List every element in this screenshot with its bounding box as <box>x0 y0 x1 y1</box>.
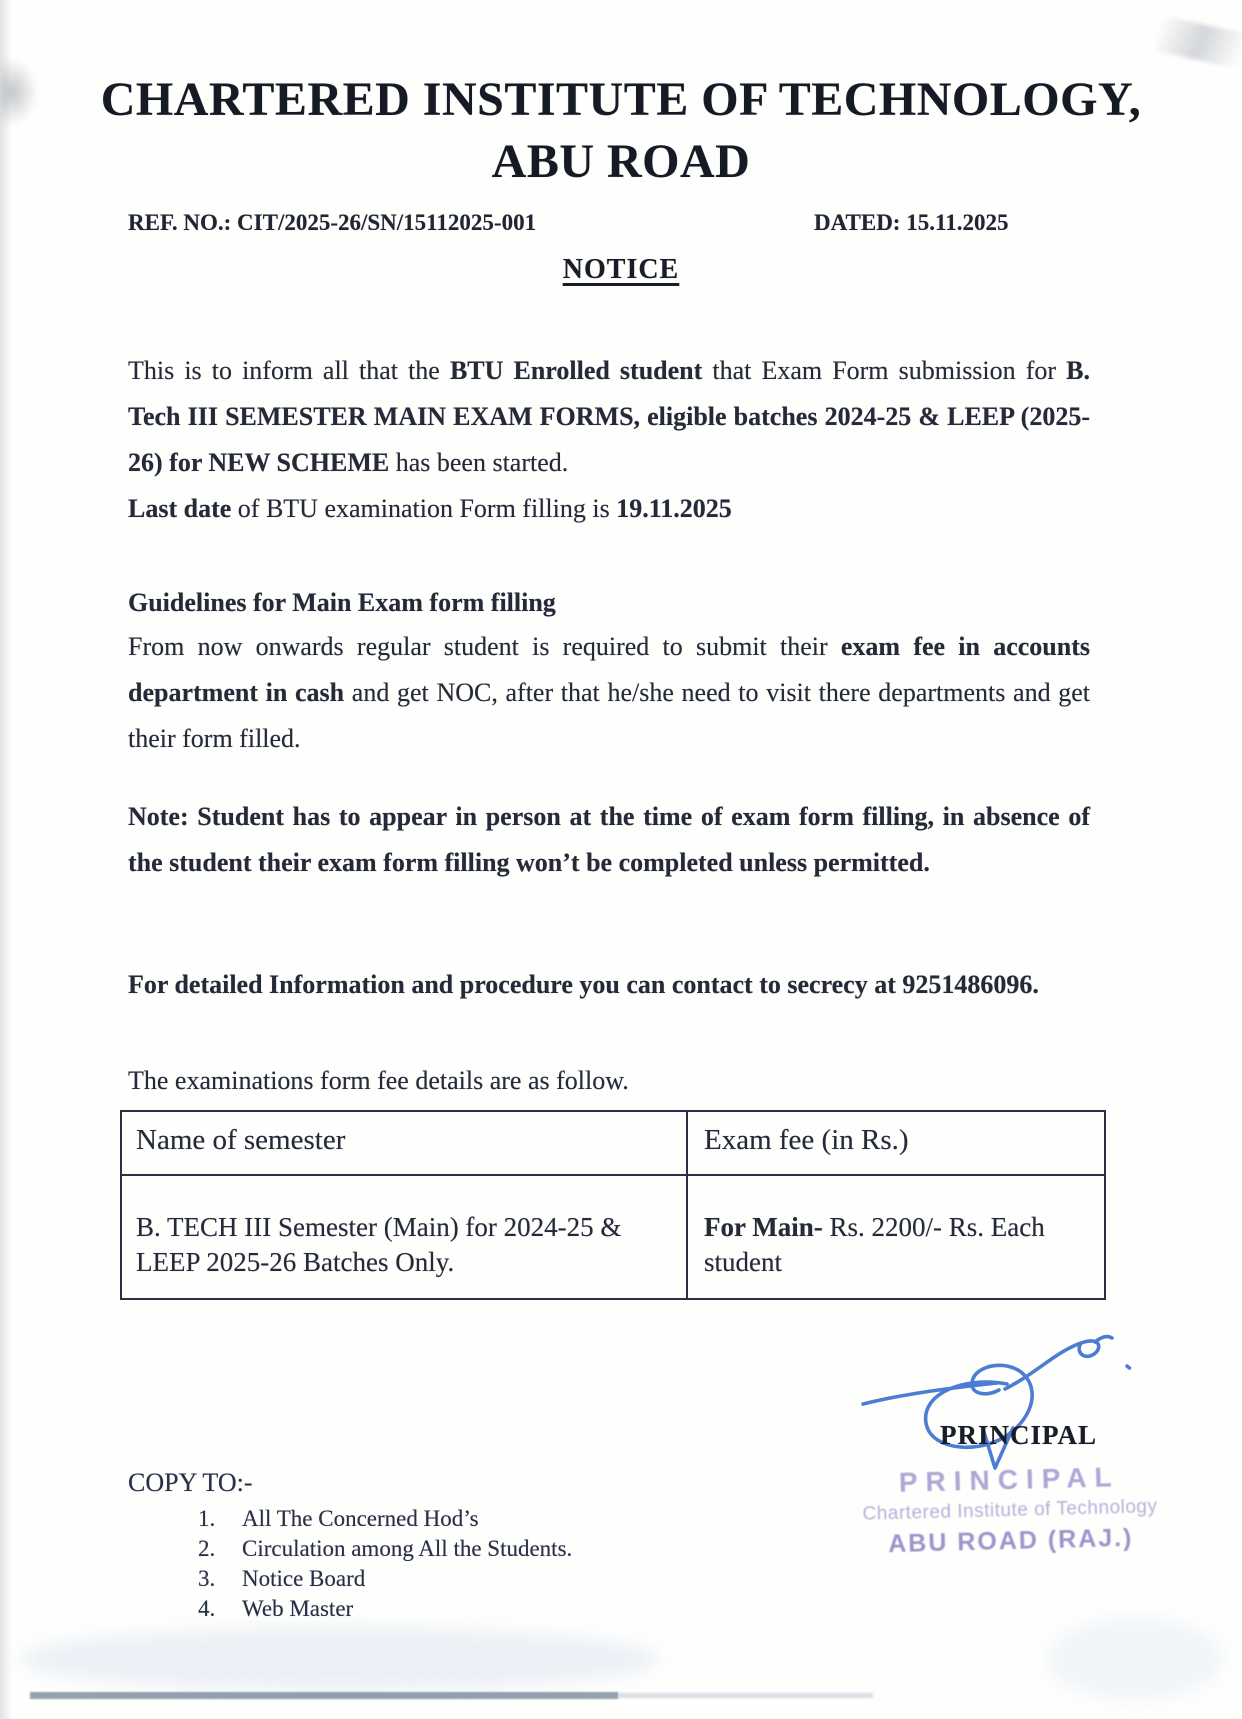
last-date-label: Last date <box>128 494 232 523</box>
copy-to-item-number: 4. <box>198 1596 216 1621</box>
fee-intro-line: The examinations form fee details are as follow. <box>128 1066 629 1095</box>
copy-to-item <box>198 1506 572 1536</box>
contact-paragraph: For detailed Information and procedure you can contact to secrecy at 9251486096. <box>128 970 1039 999</box>
fee-table-header-row <box>122 1112 1104 1176</box>
copy-to-item-label: All The Concerned Hod’s <box>242 1506 479 1531</box>
scan-bar-bottom <box>30 1692 618 1699</box>
guidelines-paragraph <box>128 624 1090 762</box>
copy-to-item-label: Web Master <box>242 1596 354 1621</box>
stamp-line-2: Chartered Institute of Technology <box>862 1496 1158 1525</box>
copy-to-item <box>198 1566 572 1596</box>
intro-seg-bold-2: B. Tech III SEMESTER MAIN EXAM FORMS, eligible batches 2024-25 & LEEP (2025-26) for NEW SCHEME <box>128 356 1090 477</box>
intro-seg-bold-1: BTU Enrolled student <box>449 356 703 385</box>
issue-date: DATED: 15.11.2025 <box>814 210 1009 235</box>
principal-label: PRINCIPAL <box>940 1420 1097 1450</box>
last-date-value: 19.11.2025 <box>616 494 732 523</box>
stamp-line-3: ABU ROAD (RAJ.) <box>887 1523 1134 1559</box>
copy-to-item-label: Notice Board <box>242 1566 366 1591</box>
intro-seg-2: that Exam Form submission for <box>702 356 1067 385</box>
guidelines-seg-2: and get NOC, after that he/she need to visit there departments and get their form filled. <box>128 678 1090 753</box>
institute-name: CHARTERED INSTITUTE OF TECHNOLOGY, <box>100 73 1142 126</box>
scan-haze-bottom-left <box>20 1628 660 1690</box>
copy-to-item-number: 1. <box>198 1506 216 1531</box>
ref-number: REF. NO.: CIT/2025-26/SN/15112025-001 <box>128 210 537 235</box>
note-paragraph: Note: Student has to appear in person at the time of exam form filling, in absence of the student their exam form filling won’t be completed unless permitted. <box>128 802 1090 877</box>
fee-table-header-fee: Exam fee (in Rs.) <box>704 1124 909 1156</box>
guidelines-seg-bold: exam fee in accounts department in cash <box>128 632 1090 707</box>
scan-haze-bottom-right <box>1048 1618 1223 1700</box>
principal-stamp <box>837 1460 1183 1561</box>
fee-table-cell-fee <box>688 1176 1104 1298</box>
intro-seg-3: has been started. <box>389 448 569 477</box>
last-date-text: of BTU examination Form filling is <box>231 494 617 523</box>
copy-to-item <box>198 1596 572 1626</box>
scan-artifact-top-right <box>1155 16 1242 69</box>
fee-table-cell-semester: B. TECH III Semester (Main) for 2024-25 & LEEP 2025-26 Batches Only. <box>122 1176 688 1298</box>
copy-to-item-number: 2. <box>198 1536 216 1561</box>
stamp-line-1: PRINCIPAL <box>898 1461 1120 1498</box>
guidelines-seg-1: From now onwards regular student is required to submit their <box>128 632 841 661</box>
notice-title: NOTICE <box>562 254 680 285</box>
last-date-line <box>128 486 1090 532</box>
copy-to-item <box>198 1536 572 1566</box>
intro-seg-1: This is to inform all that the <box>128 356 450 385</box>
intro-paragraph <box>128 348 1090 486</box>
fee-table <box>120 1110 1106 1300</box>
copy-to-list <box>198 1506 572 1626</box>
fee-table-row <box>122 1176 1104 1298</box>
scan-bar-bottom-faint <box>618 1693 873 1698</box>
copy-to-item-label: Circulation among All the Students. <box>242 1536 573 1561</box>
fee-amount-text: Rs. 2200/- Rs. Each student <box>704 1212 1045 1277</box>
guidelines-heading: Guidelines for Main Exam form filling <box>128 588 556 617</box>
reference-row <box>128 210 1090 236</box>
copy-to-heading: COPY TO:- <box>128 1468 253 1497</box>
copy-to-item-number: 3. <box>198 1566 216 1591</box>
fee-table-header-semester: Name of semester <box>122 1112 688 1174</box>
institute-location: ABU ROAD <box>491 135 751 188</box>
fee-main-label: For Main- <box>704 1212 823 1242</box>
